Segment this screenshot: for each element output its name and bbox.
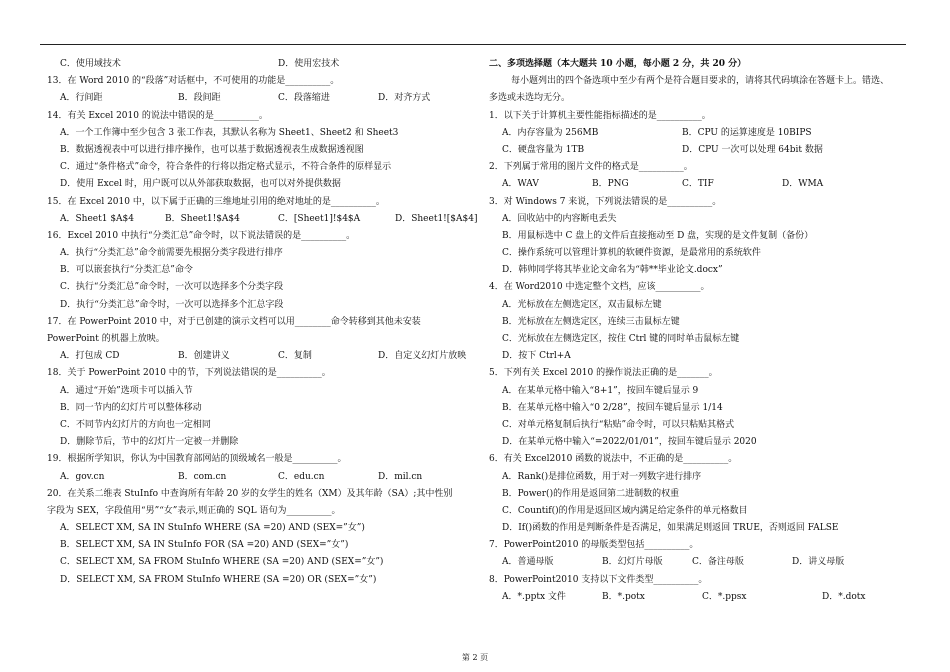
option-text: A．内存容量为 256MB bbox=[502, 127, 599, 138]
option-text: C．复制 bbox=[278, 351, 312, 362]
option-text: A．WAV bbox=[502, 179, 539, 190]
option-text: B．光标放在左侧选定区，连续三击鼠标左键 bbox=[502, 316, 680, 327]
option-text: B．数据透视表中可以进行排序操作，也可以基于数据透视表生成数据透视图 bbox=[60, 144, 364, 155]
question-text: 多选或未选均无分。 bbox=[489, 93, 571, 104]
option-text: A．Sheet1 $A$4 bbox=[60, 213, 134, 224]
option-text: D．SELECT XM, SA FROM StuInfo WHERE (SA =20) OR (SEX=”女”) bbox=[60, 574, 377, 585]
option-text: A．行间距 bbox=[60, 93, 103, 104]
question-text: 15．在 Excel 2010 中，以下属于正确的三维地址引用的绝对地址的是__________。 bbox=[47, 196, 385, 207]
option-text: B．同一节内的幻灯片可以整体移动 bbox=[60, 402, 202, 413]
question-text: PowerPoint 的机器上放映。 bbox=[47, 334, 165, 344]
option-text: C．TIF bbox=[682, 179, 714, 190]
option-text: A．*.pptx 文件 bbox=[502, 591, 566, 602]
option-text: C．不同节内幻灯片的方向也一定相同 bbox=[60, 419, 211, 430]
option-text: D．在某单元格中输入“=2022/01/01”，按回车键后显示 2020 bbox=[502, 437, 757, 448]
question-text: 1．以下关于计算机主要性能指标描述的是__________。 bbox=[489, 110, 711, 121]
option-text: D．Sheet1![$A$4] bbox=[395, 213, 478, 224]
page-footer: 第 2 页 bbox=[461, 653, 489, 662]
option-row bbox=[489, 125, 911, 142]
option-row bbox=[47, 469, 477, 486]
option-text: A．通过“开始”选项卡可以插入节 bbox=[60, 385, 193, 396]
section-instructions: 每小题列出的四个备选项中至少有两个是符合题目要求的，请将其代码填涂在答题卡上。错选、 bbox=[511, 76, 890, 87]
option-text: D．WMA bbox=[782, 179, 824, 190]
option-row bbox=[47, 348, 477, 365]
option-text: A．一个工作簿中至少包含 3 张工作表，其默认名称为 Sheet1、Sheet2 和 Sheet3 bbox=[60, 127, 399, 138]
option-text: D．使用宏技术 bbox=[278, 59, 340, 69]
option-text: D．删除节后，节中的幻灯片一定被一并删除 bbox=[60, 437, 239, 448]
section-heading: 二、多项选择题（本大题共 10 小题，每小题 2 分，共 20 分） bbox=[489, 59, 747, 69]
option-text: B．可以嵌套执行“分类汇总”命令 bbox=[60, 265, 193, 276]
option-text: C．通过“条件格式”命令，符合条件的行将以指定格式显示，不符合条件的原样显示 bbox=[60, 162, 392, 173]
option-text: D．mil.cn bbox=[378, 471, 423, 482]
option-text: B．Sheet1!$A$4 bbox=[165, 213, 240, 224]
question-text: 14．有关 Excel 2010 的说法中错误的是__________。 bbox=[47, 110, 268, 121]
option-text: C．光标放在左侧选定区，按住 Ctrl 键的同时单击鼠标左键 bbox=[502, 334, 740, 344]
option-text: C．[Sheet1]!$4$A bbox=[278, 213, 361, 224]
option-text: A．gov.cn bbox=[60, 471, 105, 482]
question-text: 4．在 Word2010 中选定整个文档，应该__________。 bbox=[489, 282, 710, 293]
option-row bbox=[47, 211, 477, 228]
option-text: D．If()函数的作用是判断条件是否满足，如果满足则返回 TRUE，否则返回 FALSE bbox=[502, 523, 839, 534]
option-row bbox=[47, 56, 477, 73]
option-text: B．在某单元格中输入“0 2/28”，按回车键后显示 1/14 bbox=[502, 402, 723, 413]
option-text: B．创建讲义 bbox=[178, 351, 230, 362]
option-text: C．*.ppsx bbox=[702, 591, 747, 602]
option-text: C．使用域技术 bbox=[60, 59, 121, 69]
option-text: D．讲义母版 bbox=[792, 557, 845, 568]
option-row bbox=[489, 176, 911, 193]
option-row bbox=[489, 554, 911, 571]
question-text: 17．在 PowerPoint 2010 中，对于已创建的演示文档可以用________命令转移到其他未安装 bbox=[47, 316, 421, 327]
question-text: 18．关于 PowerPoint 2010 中的节，下列说法错误的是__________。 bbox=[47, 368, 331, 379]
option-text: D．韩帅同学将其毕业论文命名为“韩**毕业论文.docx” bbox=[502, 265, 723, 276]
header-rule bbox=[40, 44, 906, 45]
question-text: 6．有关 Excel2010 函数的说法中，不正确的是__________。 bbox=[489, 454, 738, 465]
option-text: B．PNG bbox=[592, 179, 629, 190]
option-text: A．光标放在左侧选定区，双击鼠标左键 bbox=[502, 299, 662, 310]
question-text: 8．PowerPoint2010 支持以下文件类型__________。 bbox=[489, 574, 708, 585]
left-column bbox=[47, 56, 477, 589]
option-text: C．SELECT XM, SA FROM StuInfo WHERE (SA =20) AND (SEX=”女”) bbox=[60, 557, 384, 568]
option-text: B．*.potx bbox=[602, 591, 645, 602]
question-text: 字段为 SEX，字段值用“男”“女”表示,则正确的 SQL 语句为__________。 bbox=[47, 505, 341, 516]
option-text: D．使用 Excel 时，用户既可以从外部获取数据，也可以对外提供数据 bbox=[60, 179, 341, 190]
option-text: D．执行“分类汇总”命令时，一次可以选择多个汇总字段 bbox=[60, 299, 284, 310]
question-text: 3．对 Windows 7 来说，下列说法错误的是__________。 bbox=[489, 196, 722, 207]
option-row bbox=[47, 90, 477, 107]
right-column bbox=[489, 56, 911, 606]
option-text: B．CPU 的运算速度是 10BIPS bbox=[682, 127, 812, 138]
option-text: D．CPU 一次可以处理 64bit 数据 bbox=[682, 144, 823, 155]
option-text: A．执行“分类汇总”命令前需要先根据分类字段进行排序 bbox=[60, 248, 283, 259]
option-text: C．段落缩进 bbox=[278, 93, 330, 104]
option-text: C．备注母版 bbox=[692, 557, 744, 568]
option-text: C．edu.cn bbox=[278, 471, 325, 482]
option-text: C．对单元格复制后执行“粘贴”命令时，可以只粘贴其格式 bbox=[502, 419, 735, 430]
option-row bbox=[489, 142, 911, 159]
question-text: 5．下列有关 Excel 2010 的操作说法正确的是_______。 bbox=[489, 368, 718, 379]
option-text: C．Countif()的作用是返回区域内满足给定条件的单元格数目 bbox=[502, 505, 748, 516]
option-text: B．com.cn bbox=[178, 471, 227, 482]
option-text: A．打包成 CD bbox=[60, 351, 120, 362]
option-text: A．回收站中的内容断电丢失 bbox=[502, 213, 617, 224]
option-text: C．执行“分类汇总”命令时，一次可以选择多个分类字段 bbox=[60, 282, 284, 293]
option-text: A．在某单元格中输入“8+1”，按回车键后显示 9 bbox=[502, 385, 699, 396]
question-text: 13．在 Word 2010 的“段落”对话框中，不可使用的功能是__________。 bbox=[47, 76, 340, 87]
question-text: 7．PowerPoint2010 的母版类型包括__________。 bbox=[489, 540, 699, 551]
option-text: C．操作系统可以管理计算机的软硬件资源，是最常用的系统软件 bbox=[502, 248, 761, 259]
option-row bbox=[489, 589, 911, 606]
question-text: 19．根据所学知识，你认为中国教育部网站的顶级域名一般是__________。 bbox=[47, 454, 347, 465]
option-text: B．用鼠标选中 C 盘上的文件后直接拖动至 D 盘，实现的是文件复制（备份） bbox=[502, 230, 814, 241]
option-text: A．Rank()是排位函数，用于对一列数字进行排序 bbox=[502, 471, 702, 482]
option-text: D．按下 Ctrl+A bbox=[502, 351, 571, 362]
option-text: B．段间距 bbox=[178, 93, 221, 104]
option-text: A．SELECT XM, SA IN StuInfo WHERE (SA =20) AND (SEX=”女”) bbox=[60, 523, 365, 534]
question-text: 16．Excel 2010 中执行“分类汇总”命令时，以下说法错误的是__________。 bbox=[47, 230, 356, 241]
option-text: D．自定义幻灯片放映 bbox=[378, 351, 467, 362]
option-text: D．*.dotx bbox=[822, 591, 866, 602]
option-text: B．Power()的作用是返回第二进制数的权重 bbox=[502, 488, 680, 499]
option-text: B．幻灯片母版 bbox=[602, 557, 663, 568]
question-text: 20．在关系二维表 StuInfo 中查询所有年龄 20 岁的女学生的姓名（XM）及其年龄（SA）;其中性别 bbox=[47, 488, 453, 499]
question-text: 2．下列属于常用的图片文件的格式是__________。 bbox=[489, 162, 693, 173]
option-text: A．普通母版 bbox=[502, 557, 554, 568]
option-text: D．对齐方式 bbox=[378, 93, 431, 104]
option-text: B．SELECT XM, SA IN StuInfo FOR (SA =20) AND (SEX=”女”) bbox=[60, 540, 349, 551]
option-text: C．硬盘容量为 1TB bbox=[502, 144, 585, 155]
